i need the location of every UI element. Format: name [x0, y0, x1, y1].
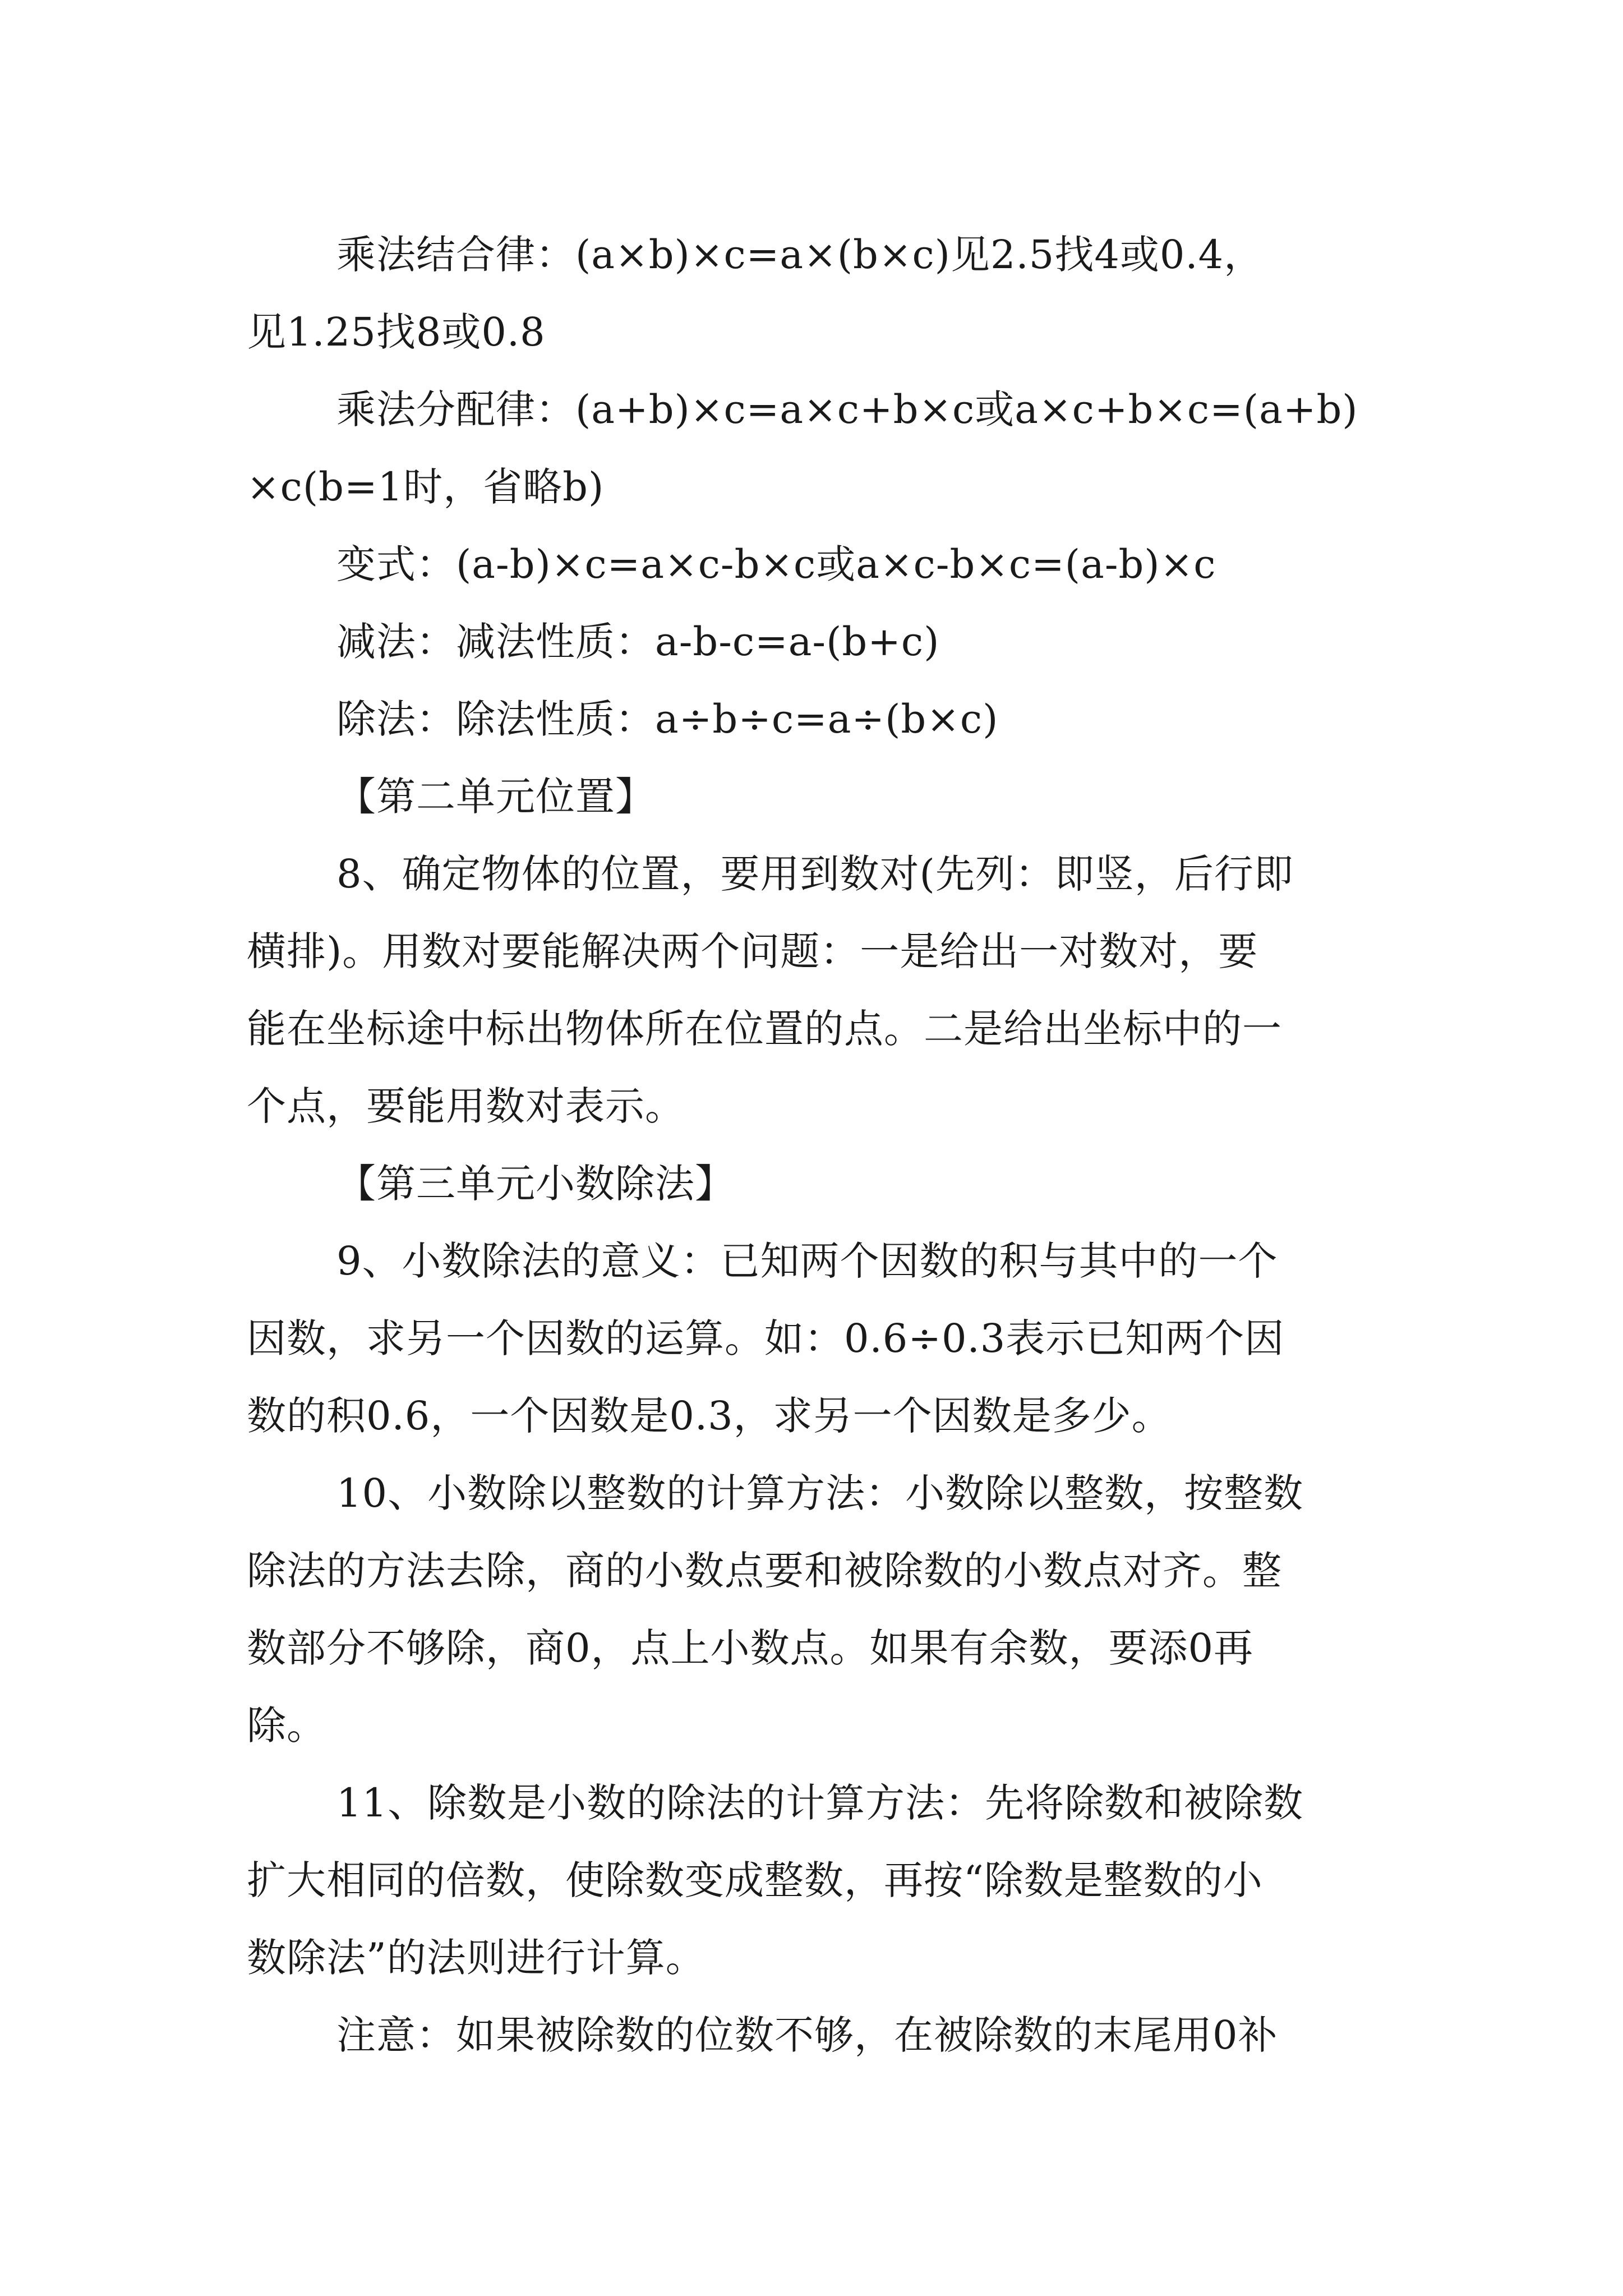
item-9-line-2: 因数，求另一个因数的运算。如：0.6÷0.3表示已知两个因: [247, 1315, 1285, 1361]
document-page: [247, 216, 1385, 2074]
note-line-1: 注意：如果被除数的位数不够，在被除数的末尾用0补: [336, 2012, 1278, 2058]
item-9-line-1: 9、小数除法的意义：已知两个因数的积与其中的一个: [336, 1238, 1278, 1284]
item-10-line-3: 数部分不够除，商0，点上小数点。如果有余数，要添0再: [247, 1625, 1254, 1671]
variant-formula-line: 变式：(a-b)×c=a×c-b×c或a×c-b×c=(a-b)×c: [336, 541, 1216, 587]
multiplication-associative-law-line-2: 见1.25找8或0.8: [247, 309, 546, 355]
item-8-line-2: 横排)。用数对要能解决两个问题：一是给出一对数对，要: [247, 928, 1258, 974]
item-11-line-2: 扩大相同的倍数，使除数变成整数，再按“除数是整数的小: [247, 1857, 1263, 1903]
item-9-line-3: 数的积0.6，一个因数是0.3，求另一个因数是多少。: [247, 1393, 1172, 1439]
subtraction-property-line: 减法：减法性质：a-b-c=a-(b+c): [336, 619, 940, 665]
unit-3-heading: 【第三单元小数除法】: [336, 1161, 735, 1207]
item-10-line-2: 除法的方法去除，商的小数点要和被除数的小数点对齐。整: [247, 1548, 1282, 1594]
multiplication-distributive-law-line-2: ×c(b=1时，省略b): [247, 464, 605, 510]
item-8-line-3: 能在坐标途中标出物体所在位置的点。二是给出坐标中的一: [247, 1006, 1282, 1052]
item-11-line-3: 数除法”的法则进行计算。: [247, 1935, 706, 1981]
division-property-line: 除法：除法性质：a÷b÷c=a÷(b×c): [336, 696, 999, 742]
multiplication-associative-law-line-1: 乘法结合律：(a×b)×c=a×(b×c)见2.5找4或0.4，: [336, 232, 1264, 278]
item-8-line-1: 8、确定物体的位置，要用到数对(先列：即竖，后行即: [336, 851, 1294, 897]
unit-2-heading: 【第二单元位置】: [336, 774, 655, 820]
item-11-line-1: 11、除数是小数的除法的计算方法：先将除数和被除数: [336, 1780, 1304, 1826]
item-8-line-4: 个点，要能用数对表示。: [247, 1083, 685, 1129]
item-10-line-1: 10、小数除以整数的计算方法：小数除以整数，按整数: [336, 1470, 1304, 1516]
item-10-line-4: 除。: [247, 1703, 326, 1749]
multiplication-distributive-law-line-1: 乘法分配律：(a+b)×c=a×c+b×c或a×c+b×c=(a+b): [336, 386, 1358, 432]
